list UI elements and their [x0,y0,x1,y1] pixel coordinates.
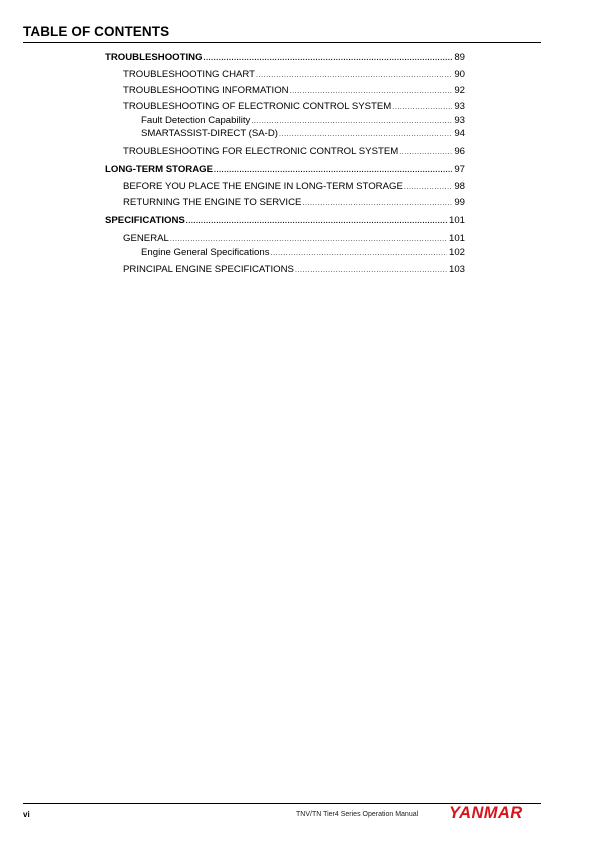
dot-leader [295,265,447,277]
dot-leader [186,216,447,228]
toc-page-number: 93 [454,115,465,126]
toc-entry-returning-to-service[interactable] [123,197,465,210]
toc-entry-smartassist-direct[interactable] [141,128,465,141]
toc-entry-troubleshooting-chart[interactable] [123,69,465,82]
dot-leader [302,198,452,210]
page-title: TABLE OF CONTENTS [23,24,170,39]
toc-page-number: 96 [454,146,465,157]
toc-page-number: 94 [454,128,465,139]
toc-entry-principal-engine-specifications[interactable] [123,264,465,277]
footer-page-number: vi [23,810,30,819]
toc-page-number: 103 [448,264,465,275]
toc-entry-engine-general-specifications[interactable] [141,247,465,260]
toc-page-number: 97 [454,164,465,175]
dot-leader [251,116,452,128]
dot-leader [399,147,452,159]
toc-entry-label: PRINCIPAL ENGINE SPECIFICATIONS [123,264,294,275]
toc-entry-troubleshooting-electronic-control[interactable] [123,101,465,114]
toc-page-number: 99 [454,197,465,208]
toc-entry-label: RETURNING THE ENGINE TO SERVICE [123,197,302,208]
toc-entry-label: TROUBLESHOOTING INFORMATION [123,85,289,96]
toc-entry-label: TROUBLESHOOTING [105,52,203,63]
toc-entry-label: LONG-TERM STORAGE [105,164,214,175]
toc-page-number: 92 [454,85,465,96]
title-divider [23,42,541,43]
toc-entry-label: TROUBLESHOOTING CHART [123,69,256,80]
yanmar-logo: YANMAR [449,804,523,822]
toc-entry-troubleshooting[interactable] [105,52,465,65]
toc-page-number: 89 [454,52,465,63]
dot-leader [170,234,447,246]
toc-entry-label: SPECIFICATIONS [105,215,185,226]
toc-entry-label: TROUBLESHOOTING FOR ELECTRONIC CONTROL SYSTEM [123,146,399,157]
toc-entry-label: BEFORE YOU PLACE THE ENGINE IN LONG-TERM STORAGE [123,181,403,192]
toc-entry-fault-detection[interactable] [141,115,465,128]
toc-page-number: 101 [448,215,465,226]
dot-leader [204,53,453,65]
toc-page-number: 101 [448,233,465,244]
footer-manual-title: TNV/TN Tier4 Series Operation Manual [296,811,419,818]
dot-leader [404,182,452,194]
dot-leader [392,102,452,114]
toc-entry-troubleshooting-information[interactable] [123,85,465,98]
toc-entry-label: SMARTASSIST-DIRECT (SA-D) [141,128,278,139]
toc-entry-before-storage[interactable] [123,181,465,194]
toc-entry-label: TROUBLESHOOTING OF ELECTRONIC CONTROL SYSTEM [123,101,392,112]
dot-leader [271,248,447,260]
toc-entry-general[interactable] [123,233,465,246]
toc-entry-long-term-storage[interactable] [105,164,465,177]
dot-leader [290,86,453,98]
toc-page-number: 93 [454,101,465,112]
toc-entry-specifications[interactable] [105,215,465,228]
dot-leader [279,129,452,141]
toc-entry-label: GENERAL [123,233,169,244]
toc-page-number: 90 [454,69,465,80]
toc-entry-label: Engine General Specifications [141,247,270,258]
toc-entry-troubleshooting-for-electronic-control[interactable] [123,146,465,159]
toc-page-number: 98 [454,181,465,192]
toc-page-number: 102 [448,247,465,258]
toc-entry-label: Fault Detection Capability [141,115,251,126]
dot-leader [256,70,452,82]
dot-leader [214,165,452,177]
